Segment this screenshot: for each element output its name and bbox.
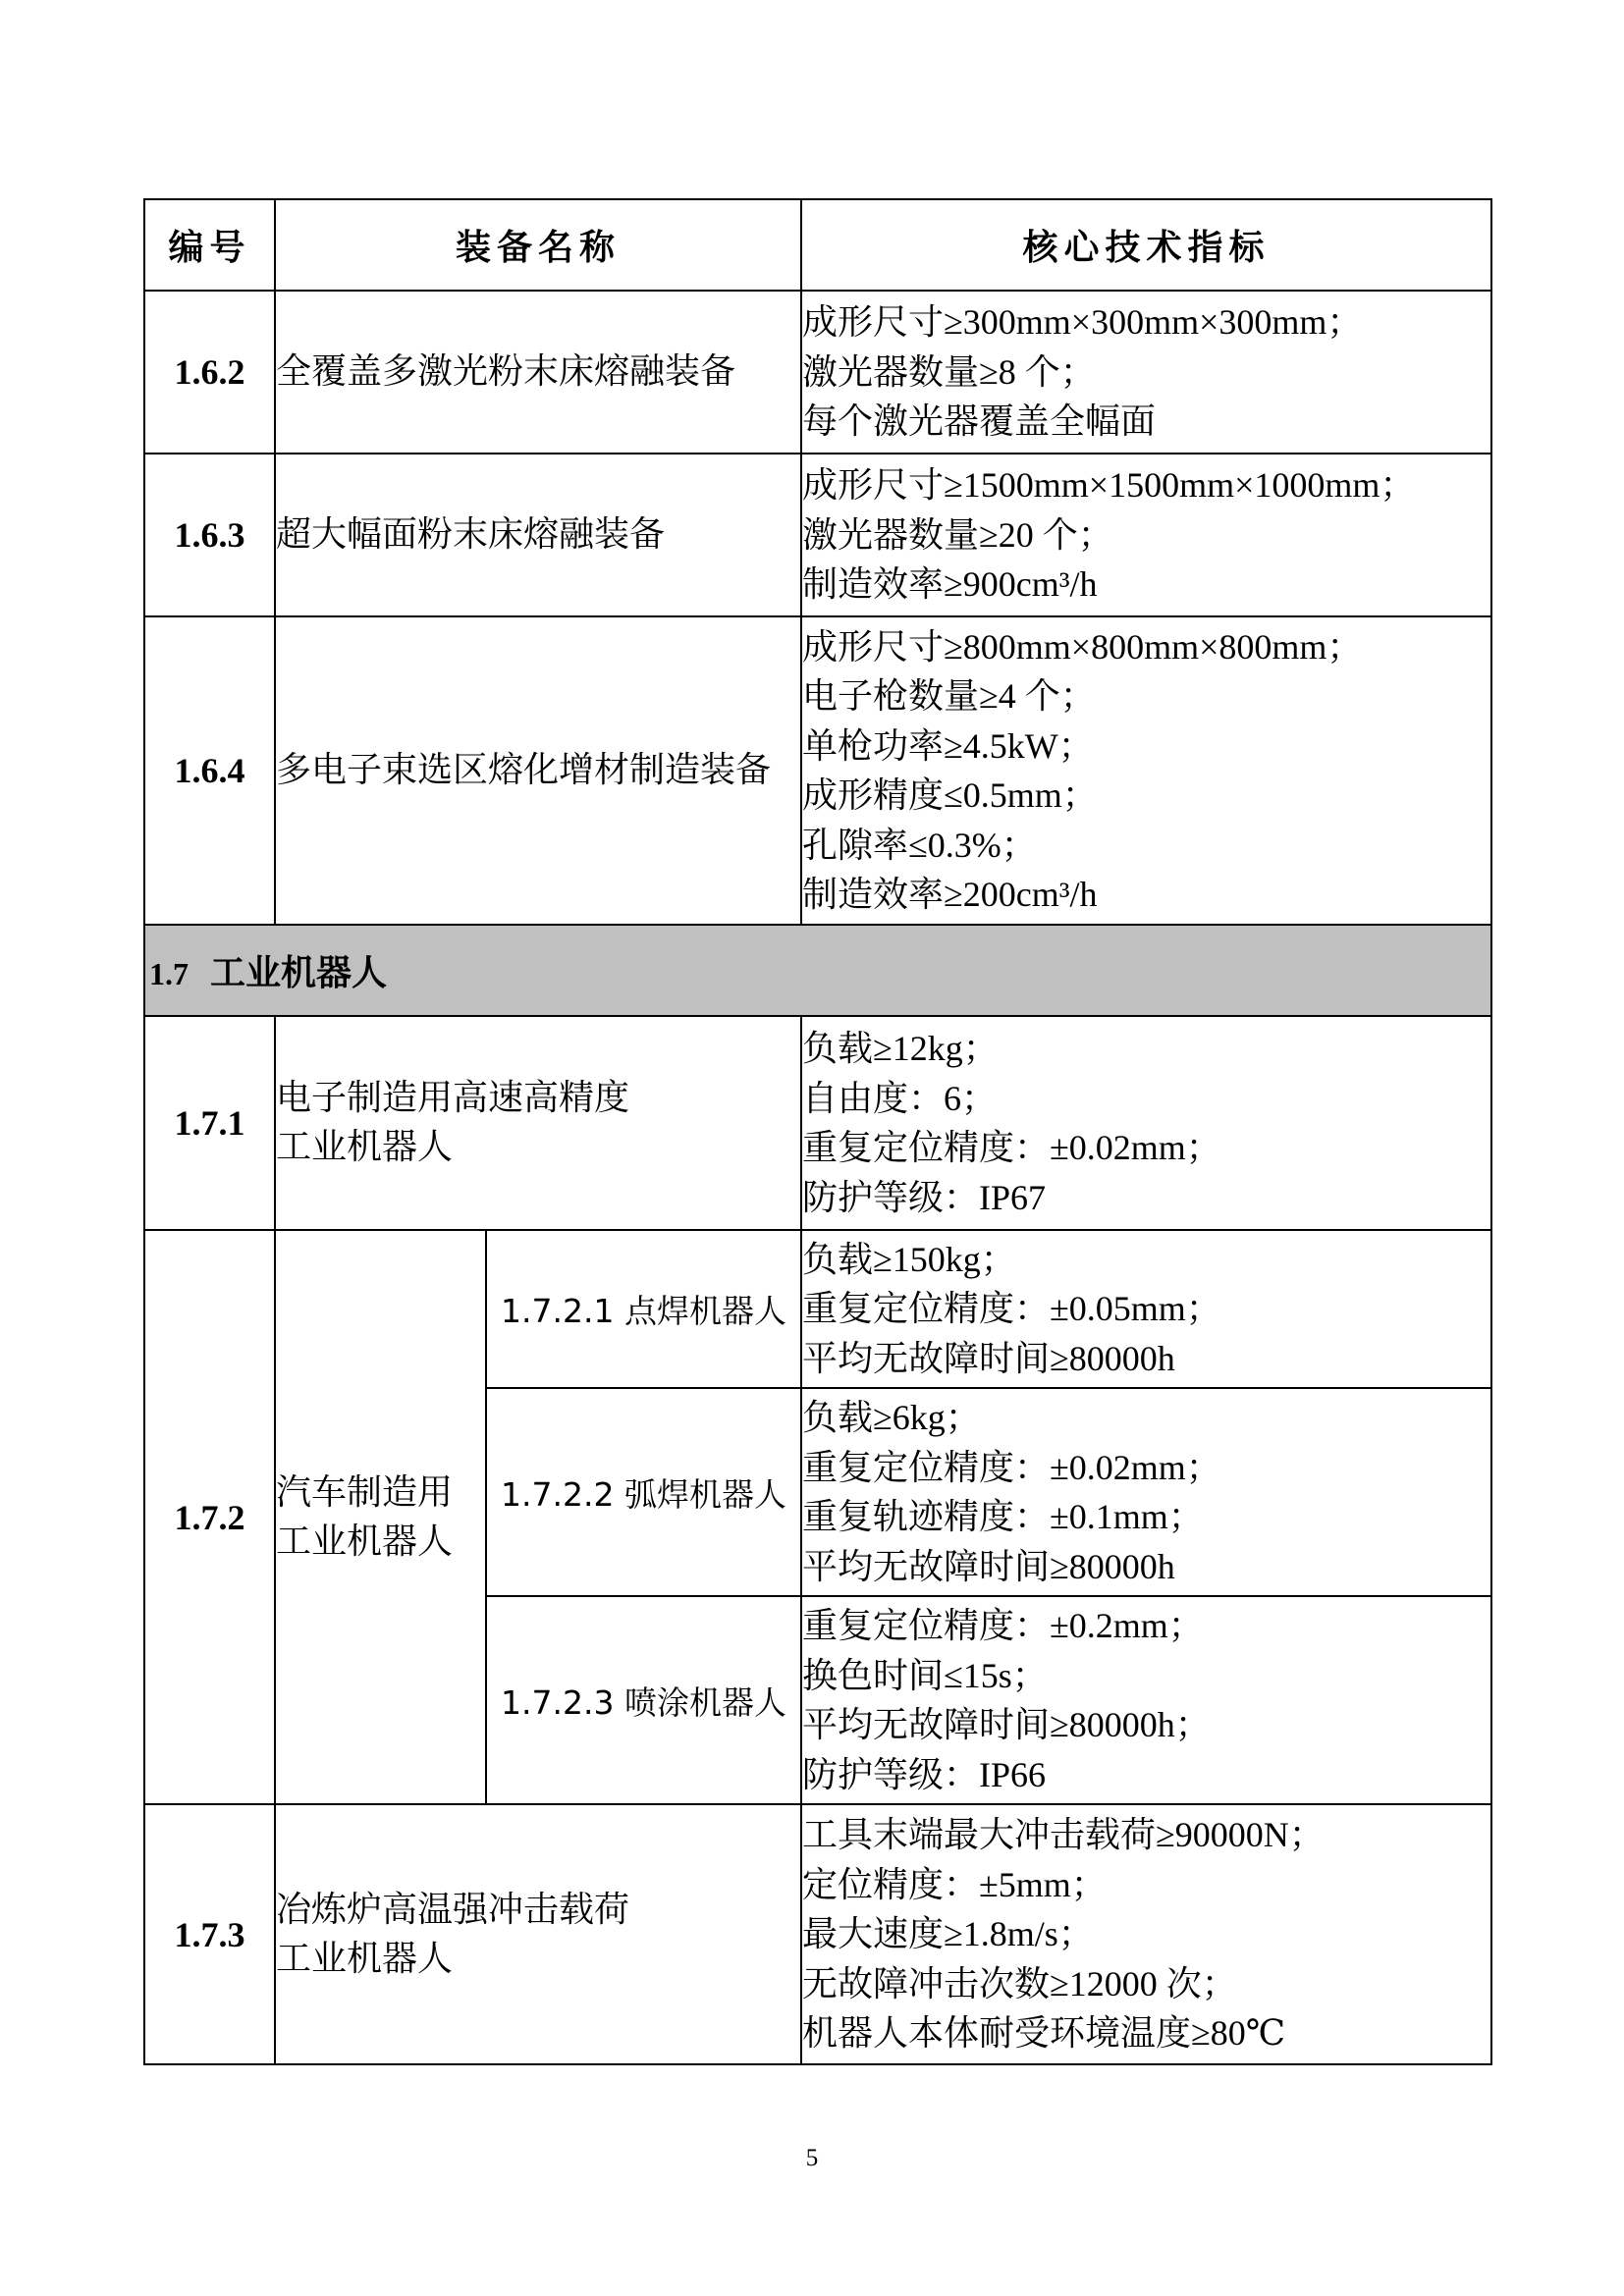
equipment-name: 全覆盖多激光粉末床熔融装备	[275, 291, 801, 454]
table-row	[144, 454, 1491, 616]
spec-line: 重复定位精度：±0.02mm；	[802, 1128, 1221, 1167]
spec-line: 重复轨迹精度：±0.1mm；	[802, 1497, 1204, 1536]
row-number: 1.7.3	[144, 1804, 275, 2064]
spec-line: 成形尺寸≥300mm×300mm×300mm；	[802, 302, 1363, 343]
table-header-row	[144, 199, 1491, 291]
spec-line: 负载≥6kg；	[802, 1398, 981, 1437]
spec-list	[801, 1388, 1491, 1596]
spec-line: 激光器数量≥8 个；	[802, 351, 1096, 392]
spec-line: 最大速度≥1.8m/s；	[802, 1914, 1094, 1954]
section-number: 1.7	[149, 956, 189, 991]
section-title: 工业机器人	[210, 953, 388, 993]
equipment-name-line: 冶炼炉高温强冲击载荷	[276, 1889, 630, 1930]
section-row	[144, 925, 1491, 1016]
spec-line: 孔隙率≤0.3%；	[802, 825, 1037, 865]
spec-line: 制造效率≥900cm³/h	[802, 564, 1098, 605]
equipment-name: 超大幅面粉末床熔融装备	[275, 454, 801, 616]
equipment-name	[275, 1016, 801, 1230]
spec-line: 制造效率≥200cm³/h	[802, 875, 1098, 914]
page-number: 5	[805, 2145, 819, 2171]
sub-equipment-name: 1.7.2.2 弧焊机器人	[486, 1388, 801, 1596]
spec-line: 重复定位精度：±0.2mm；	[802, 1606, 1204, 1645]
spec-line: 自由度：6；	[802, 1078, 998, 1118]
equipment-name-line: 汽车制造用	[276, 1471, 454, 1513]
equipment-name-line: 工业机器人	[276, 1938, 454, 1979]
spec-line: 每个激光器覆盖全幅面	[802, 401, 1157, 442]
spec-line: 工具末端最大冲击载荷≥90000N；	[802, 1815, 1325, 1855]
spec-line: 电子枪数量≥4 个；	[802, 676, 1096, 716]
spec-line: 防护等级：IP66	[802, 1754, 1047, 1794]
spec-line: 平均无故障时间≥80000h；	[802, 1705, 1211, 1744]
table-row	[144, 291, 1491, 454]
spec-list	[801, 291, 1491, 454]
header-number: 编号	[144, 199, 275, 291]
spec-list	[801, 1230, 1491, 1388]
row-number: 1.6.4	[144, 616, 275, 925]
spec-line: 负载≥12kg；	[802, 1029, 999, 1068]
spec-list	[801, 1596, 1491, 1804]
equipment-name	[275, 1230, 486, 1804]
header-core-specs: 核心技术指标	[801, 199, 1491, 291]
section-heading	[144, 925, 1491, 1016]
spec-list	[801, 1804, 1491, 2064]
spec-line: 单枪功率≥4.5kW；	[802, 725, 1094, 766]
spec-line: 成形尺寸≥800mm×800mm×800mm；	[802, 626, 1363, 667]
spec-list	[801, 1016, 1491, 1230]
spec-line: 激光器数量≥20 个；	[802, 514, 1113, 555]
spec-list	[801, 454, 1491, 616]
header-equipment-name: 装备名称	[275, 199, 801, 291]
table-row	[144, 616, 1491, 925]
spec-line: 重复定位精度：±0.02mm；	[802, 1447, 1221, 1487]
spec-line: 平均无故障时间≥80000h	[802, 1338, 1175, 1378]
spec-line: 成形精度≤0.5mm；	[802, 775, 1098, 815]
equipment-name-line: 工业机器人	[276, 1521, 454, 1562]
spec-line: 重复定位精度：±0.05mm；	[802, 1289, 1221, 1329]
spec-line: 成形尺寸≥1500mm×1500mm×1000mm；	[802, 465, 1416, 506]
row-number: 1.6.2	[144, 291, 275, 454]
row-number: 1.6.3	[144, 454, 275, 616]
row-number: 1.7.2	[144, 1230, 275, 1804]
spec-line: 负载≥150kg；	[802, 1239, 1016, 1279]
spec-line: 机器人本体耐受环境温度≥80℃	[802, 2013, 1286, 2054]
equipment-name-line: 工业机器人	[276, 1127, 454, 1167]
spec-line: 换色时间≤15s；	[802, 1655, 1048, 1695]
table-row	[144, 1230, 1491, 1388]
equipment-name-line: 电子制造用高速高精度	[276, 1078, 630, 1118]
sub-equipment-name: 1.7.2.3 喷涂机器人	[486, 1596, 801, 1804]
spec-line: 平均无故障时间≥80000h	[802, 1546, 1175, 1586]
sub-equipment-name: 1.7.2.1 点焊机器人	[486, 1230, 801, 1388]
table-row	[144, 1016, 1491, 1230]
equipment-name: 多电子束选区熔化增材制造装备	[275, 616, 801, 925]
equipment-name	[275, 1804, 801, 2064]
spec-line: 防护等级：IP67	[802, 1177, 1047, 1217]
spec-line: 定位精度：±5mm；	[802, 1864, 1107, 1904]
equipment-spec-table	[143, 198, 1492, 2065]
row-number: 1.7.1	[144, 1016, 275, 1230]
table-row	[144, 1804, 1491, 2064]
spec-list	[801, 616, 1491, 925]
spec-line: 无故障冲击次数≥12000 次；	[802, 1963, 1237, 2003]
